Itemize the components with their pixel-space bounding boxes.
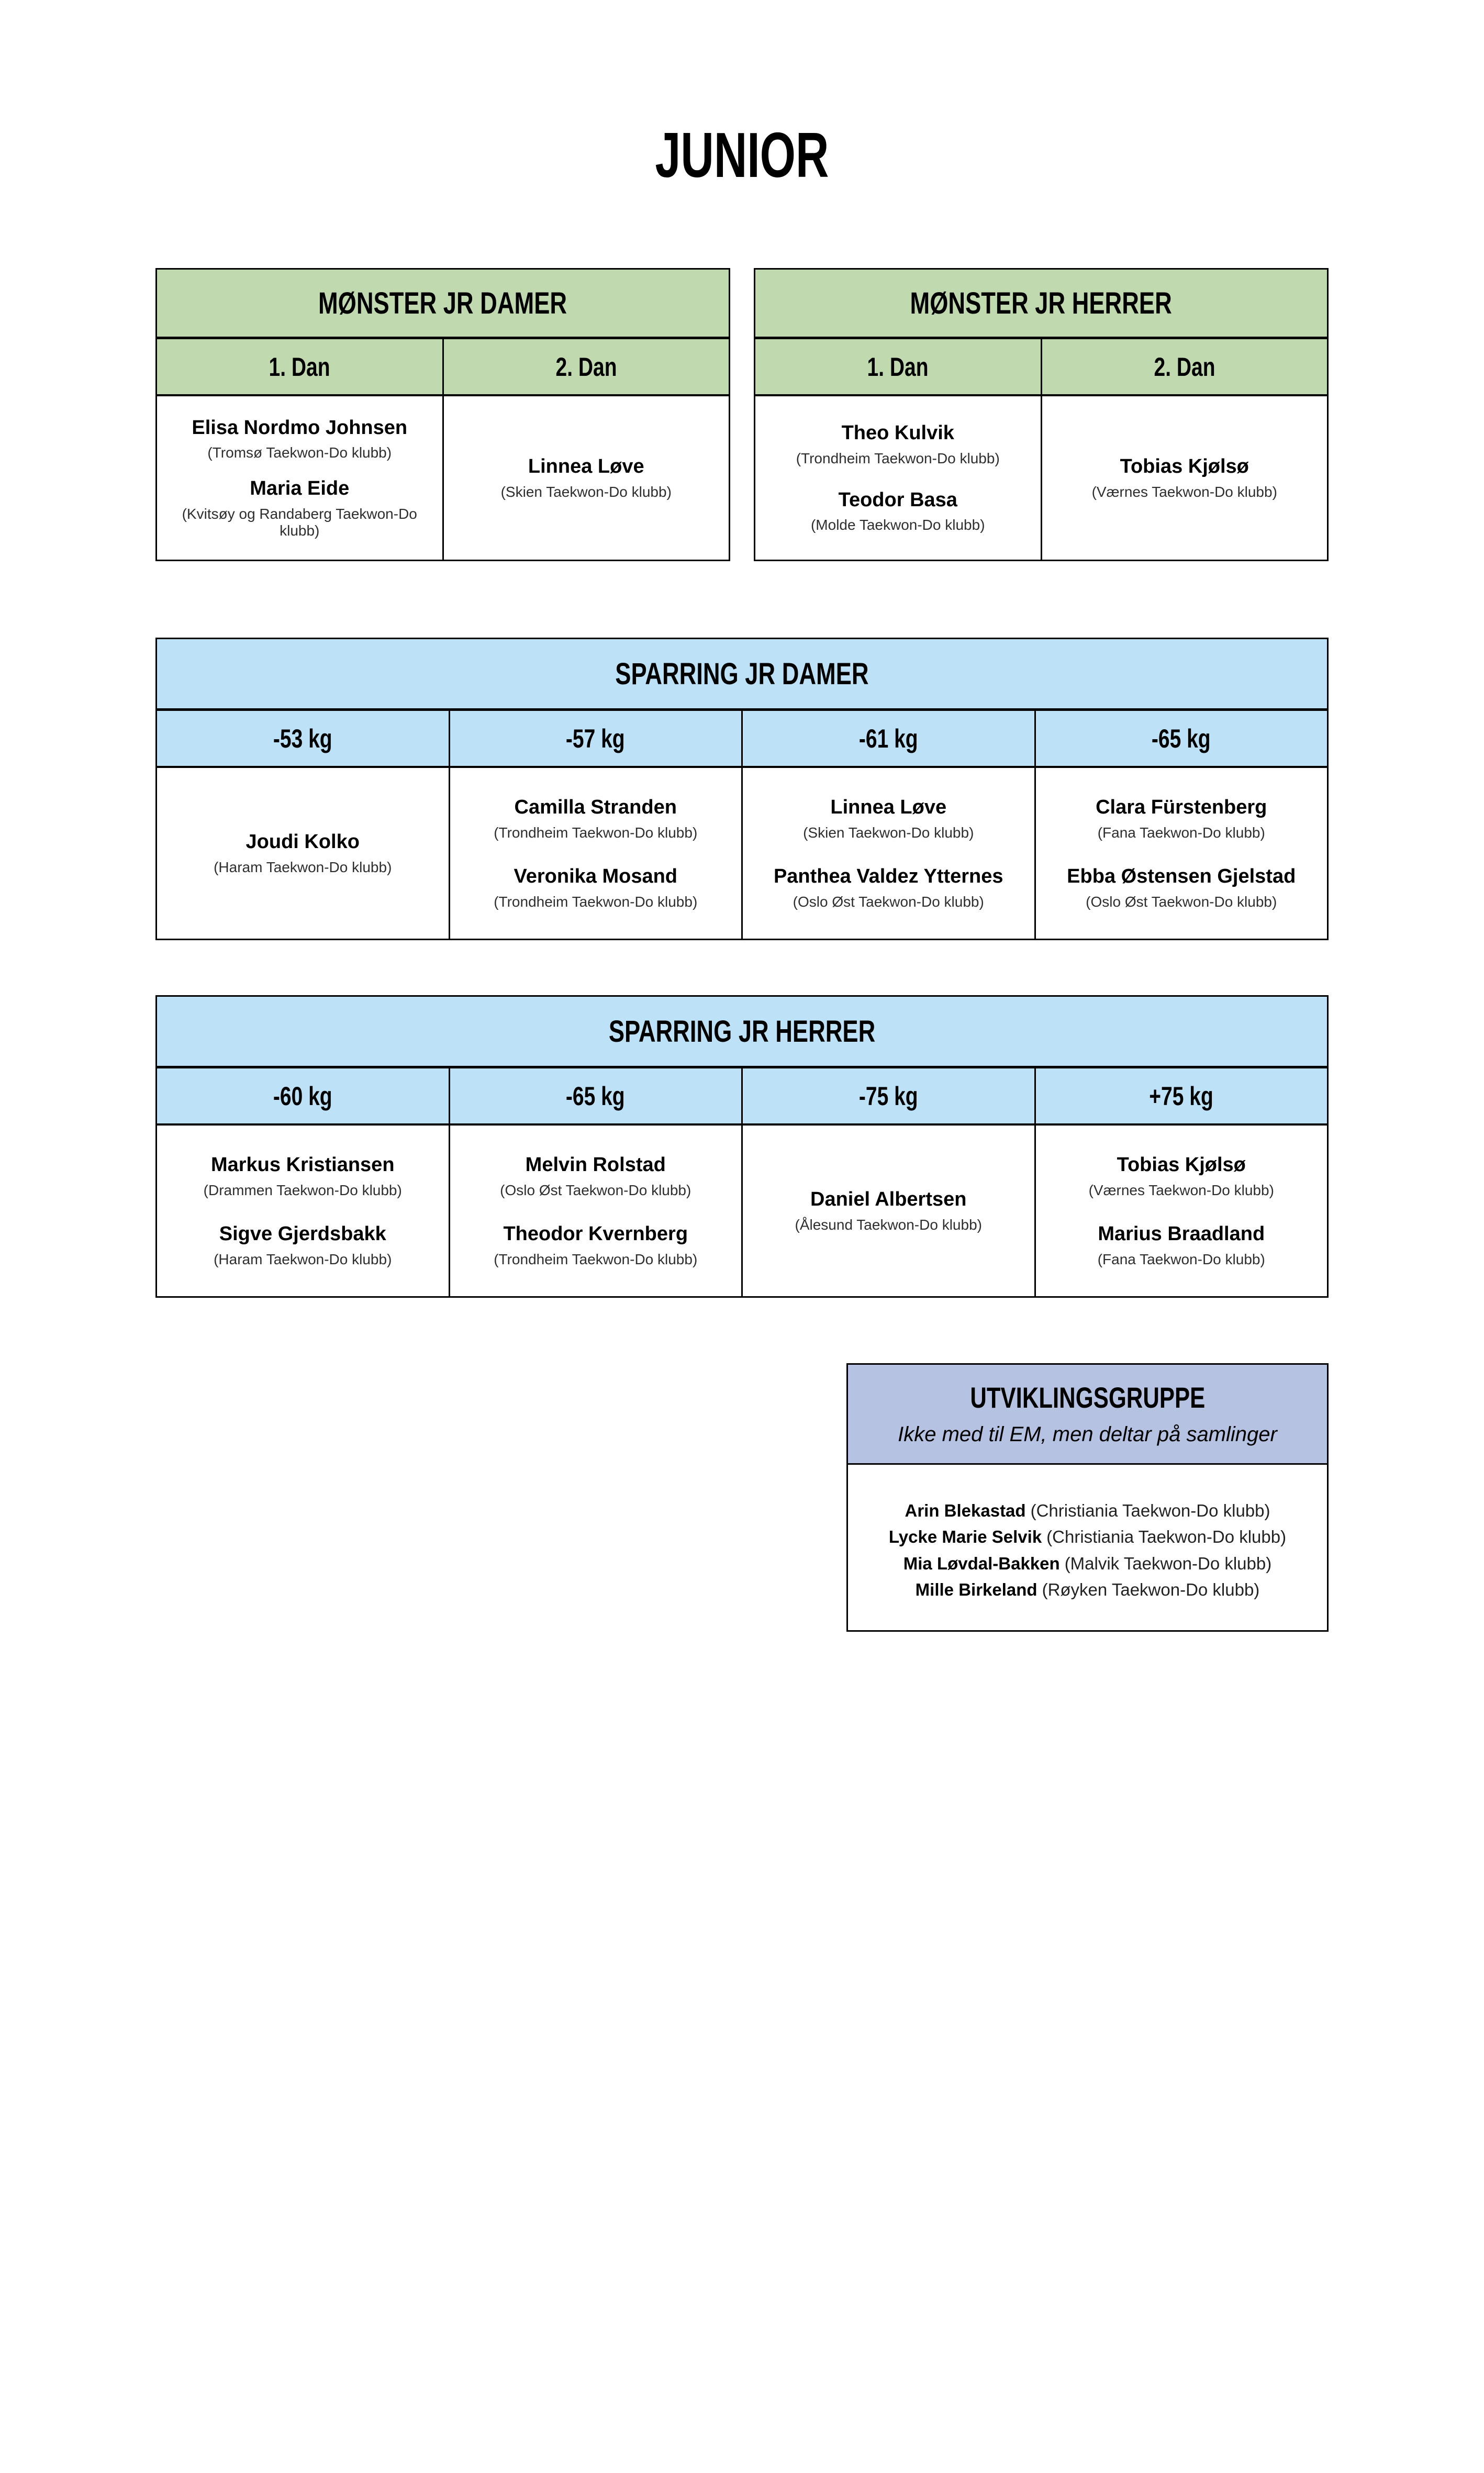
utviklingsgruppe-header — [848, 1365, 1327, 1465]
member-line — [856, 1553, 1319, 1574]
athlete-name: Theodor Kvernberg — [503, 1223, 688, 1245]
athlete-club: (Oslo Øst Taekwon-Do klubb) — [1086, 893, 1277, 910]
member-line — [856, 1526, 1319, 1547]
column-header-1-dan — [755, 339, 1041, 394]
column-header-label: -65 kg — [1152, 723, 1211, 753]
athlete-club: (Haram Taekwon-Do klubb) — [214, 859, 392, 875]
column-header-label: 1. Dan — [867, 352, 929, 382]
cell-1-dan — [157, 396, 442, 560]
athlete-club: (Trondheim Taekwon-Do klubb) — [796, 450, 1000, 467]
athlete-entry — [204, 1154, 402, 1199]
column-header-label: -75 kg — [858, 1081, 918, 1111]
column-header-label: -53 kg — [273, 723, 332, 753]
athlete-club: (Kvitsøy og Randaberg Taekwon-Do klubb) — [182, 505, 417, 539]
athlete-name: Theo Kulvik — [841, 422, 954, 444]
sparring-jr-damer-column-headers — [157, 711, 1327, 768]
athlete-club: (Trondheim Taekwon-Do klubb) — [494, 893, 698, 910]
sparring-jr-damer-table — [155, 638, 1329, 940]
page-title — [155, 119, 1329, 191]
athlete-name: Ebba Østensen Gjelstad — [1067, 865, 1296, 888]
cell-2-dan — [1041, 396, 1327, 560]
athlete-club: (Skien Taekwon-Do klubb) — [803, 824, 974, 841]
utviklingsgruppe-box — [846, 1363, 1329, 1632]
cell-65kg — [1034, 768, 1327, 939]
athlete-name: Marius Braadland — [1098, 1223, 1265, 1245]
column-header-label: -65 kg — [566, 1081, 626, 1111]
cell-75kg — [741, 1126, 1034, 1296]
athlete-club: (Trondheim Taekwon-Do klubb) — [494, 1251, 698, 1267]
monster-jr-damer-column-headers — [157, 339, 729, 396]
sparring-jr-damer-body — [157, 768, 1327, 939]
column-header-1-dan — [157, 339, 442, 394]
athlete-name: Daniel Albertsen — [810, 1188, 967, 1211]
athlete-entry — [1096, 796, 1267, 841]
athlete-name: Tobias Kjølsø — [1117, 1154, 1246, 1176]
column-header-53kg — [157, 711, 449, 766]
monster-jr-herrer-title: MØNSTER JR HERRER — [910, 286, 1173, 320]
sparring-jr-damer-title: SPARRING JR DAMER — [615, 656, 869, 691]
athlete-name: Markus Kristiansen — [210, 1154, 395, 1176]
member-line — [856, 1579, 1319, 1600]
cell-65kg — [449, 1126, 742, 1296]
athlete-entry — [494, 865, 697, 910]
athlete-name: Maria Eide — [250, 477, 350, 500]
member-line — [856, 1500, 1319, 1521]
column-header-label: -57 kg — [566, 723, 626, 753]
athlete-entry — [796, 422, 1000, 467]
utviklingsgruppe-title-text: UTVIKLINGSGRUPPE — [970, 1381, 1205, 1414]
athlete-name: Melvin Rolstad — [525, 1154, 666, 1176]
cell-53kg — [157, 768, 449, 939]
column-header-2-dan — [1041, 339, 1327, 394]
content-area — [155, 0, 1329, 1632]
athlete-name: Sigve Gjerdsbakk — [219, 1223, 386, 1245]
utviklingsgruppe-member-list — [848, 1465, 1327, 1630]
member-club: (Røyken Taekwon-Do klubb) — [1042, 1579, 1260, 1599]
member-club: (Malvik Taekwon-Do klubb) — [1064, 1553, 1272, 1573]
athlete-name: Clara Fürstenberg — [1096, 796, 1267, 819]
column-header-60kg — [157, 1068, 449, 1123]
column-header-61kg — [741, 711, 1034, 766]
athlete-club: (Værnes Taekwon-Do klubb) — [1088, 1182, 1274, 1198]
athlete-entry — [214, 831, 392, 876]
athlete-name: Veronika Mosand — [514, 865, 678, 888]
athlete-club: (Ålesund Taekwon-Do klubb) — [795, 1216, 982, 1233]
member-name: Mille Birkeland — [915, 1579, 1037, 1599]
athlete-entry — [1092, 455, 1277, 500]
column-header-57kg — [449, 711, 742, 766]
member-club: (Christiania Taekwon-Do klubb) — [1030, 1501, 1270, 1520]
column-header-65kg — [1034, 711, 1327, 766]
column-header-75kg — [741, 1068, 1034, 1123]
athlete-entry — [501, 455, 672, 500]
sparring-jr-herrer-header — [157, 997, 1327, 1068]
athlete-entry — [160, 477, 439, 539]
column-header-2-dan — [442, 339, 729, 394]
sparring-jr-damer-header — [157, 639, 1327, 711]
athlete-club: (Drammen Taekwon-Do klubb) — [203, 1182, 402, 1198]
athlete-entry — [192, 417, 407, 462]
athlete-name: Elisa Nordmo Johnsen — [192, 416, 408, 439]
athlete-name: Linnea Løve — [830, 796, 947, 819]
athlete-name: Panthea Valdez Ytternes — [773, 865, 1003, 888]
cell-57kg — [449, 768, 742, 939]
member-name: Mia Løvdal-Bakken — [903, 1553, 1060, 1573]
monster-jr-herrer-column-headers — [755, 339, 1327, 396]
monster-jr-damer-body — [157, 396, 729, 560]
athlete-name: Linnea Løve — [528, 455, 644, 478]
cell-plus75kg — [1034, 1126, 1327, 1296]
athlete-club: (Fana Taekwon-Do klubb) — [1097, 824, 1265, 841]
sparring-jr-herrer-column-headers — [157, 1068, 1327, 1126]
utviklingsgruppe-title — [853, 1380, 1322, 1414]
column-header-label: 1. Dan — [269, 352, 330, 382]
column-header-plus75kg — [1034, 1068, 1327, 1123]
athlete-entry — [1089, 1154, 1274, 1199]
member-name: Arin Blekastad — [905, 1501, 1026, 1520]
column-header-label: -60 kg — [273, 1081, 332, 1111]
cell-60kg — [157, 1126, 449, 1296]
athlete-name: Camilla Stranden — [514, 796, 677, 819]
athlete-club: (Tromsø Taekwon-Do klubb) — [207, 444, 392, 461]
athlete-name: Joudi Kolko — [246, 831, 360, 853]
column-header-label: -61 kg — [858, 723, 918, 753]
athlete-entry — [795, 1188, 982, 1233]
athlete-entry — [803, 796, 974, 841]
sparring-jr-herrer-table — [155, 995, 1329, 1298]
column-header-label: 2. Dan — [555, 352, 617, 382]
monster-jr-herrer-body — [755, 396, 1327, 560]
athlete-club: (Værnes Taekwon-Do klubb) — [1091, 483, 1277, 500]
athlete-club: (Haram Taekwon-Do klubb) — [214, 1251, 392, 1267]
athlete-club: (Oslo Øst Taekwon-Do klubb) — [793, 893, 984, 910]
utviklingsgruppe-subtitle: Ikke med til EM, men deltar på samlinger — [898, 1423, 1277, 1446]
monster-jr-herrer-header — [755, 270, 1327, 339]
sparring-jr-herrer-body — [157, 1126, 1327, 1296]
member-name: Lycke Marie Selvik — [888, 1527, 1042, 1547]
monster-jr-damer-header — [157, 270, 729, 339]
athlete-entry — [494, 796, 697, 841]
monster-jr-damer-title: MØNSTER JR DAMER — [318, 286, 567, 320]
athlete-entry — [500, 1154, 691, 1199]
athlete-entry — [1067, 865, 1296, 910]
page-title-text: JUNIOR — [655, 119, 829, 191]
athlete-entry — [774, 865, 1003, 910]
cell-1-dan — [755, 396, 1041, 560]
athlete-club: (Oslo Øst Taekwon-Do klubb) — [500, 1182, 691, 1198]
monster-jr-herrer-table — [754, 268, 1329, 561]
column-header-label: 2. Dan — [1154, 352, 1215, 382]
cell-61kg — [741, 768, 1034, 939]
athlete-name: Tobias Kjølsø — [1120, 455, 1249, 478]
athlete-entry — [214, 1223, 392, 1268]
athlete-entry — [1098, 1223, 1265, 1268]
athlete-club: (Skien Taekwon-Do klubb) — [500, 483, 672, 500]
sparring-jr-herrer-title: SPARRING JR HERRER — [608, 1014, 876, 1049]
athlete-name: Teodor Basa — [838, 488, 957, 511]
athlete-club: (Fana Taekwon-Do klubb) — [1097, 1251, 1265, 1267]
monster-tables-row — [155, 268, 1329, 561]
member-club: (Christiania Taekwon-Do klubb) — [1046, 1527, 1287, 1547]
athlete-club: (Trondheim Taekwon-Do klubb) — [494, 824, 698, 841]
monster-jr-damer-table — [155, 268, 730, 561]
athlete-entry — [811, 489, 985, 534]
column-header-label: +75 kg — [1149, 1081, 1214, 1111]
athlete-entry — [494, 1223, 697, 1268]
column-header-65kg — [449, 1068, 742, 1123]
athlete-club: (Molde Taekwon-Do klubb) — [810, 517, 985, 533]
cell-2-dan — [442, 396, 729, 560]
